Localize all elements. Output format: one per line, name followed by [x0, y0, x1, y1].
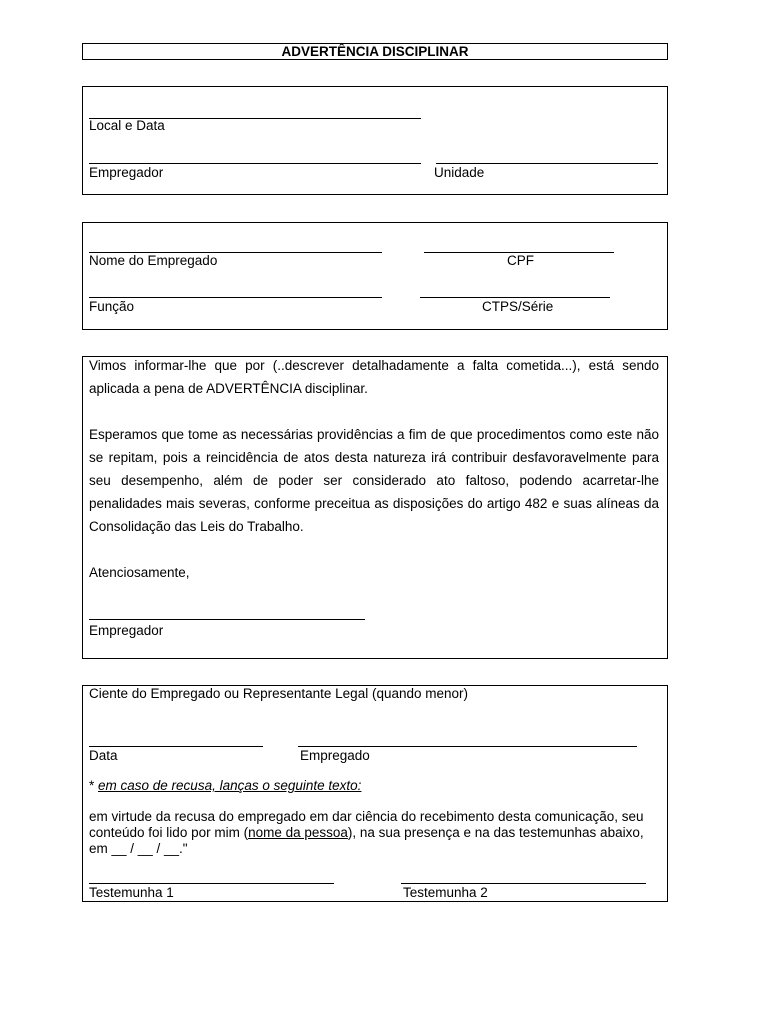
cpf-label: CPF	[507, 253, 534, 268]
body-section	[82, 356, 668, 659]
closing-text: Atenciosamente,	[89, 565, 190, 580]
witness1-line	[89, 883, 334, 884]
unidade-label: Unidade	[434, 165, 485, 180]
ctps-label: CTPS/Série	[482, 299, 554, 314]
empregador-line	[89, 163, 421, 164]
acknowledgement-section	[82, 685, 668, 902]
refusal-prefix: *	[89, 778, 99, 793]
empregador-label: Empregador	[89, 165, 164, 180]
refusal-text	[89, 809, 659, 857]
empregado-label: Empregado	[300, 748, 370, 763]
body-paragraph-2: Esperamos que tome as necessárias providências a fim de que procedimentos como este não se repitam, pois a reincidência de atos desta natureza irá contribuir desfavoravelmente para seu desempenho, além de poder ser considerado ato faltoso, podendo acarretar-lhe penalidades mais severas, conforme preceitua as disposições do artigo 482 e suas alíneas da Consolidação das Leis do Trabalho.	[89, 427, 659, 534]
witness1-label: Testemunha 1	[89, 885, 174, 900]
signature-label: Empregador	[89, 623, 164, 638]
refusal-text-person: nome da pessoa	[248, 825, 348, 840]
witness2-line	[401, 883, 646, 884]
empregado-line	[298, 746, 637, 747]
nome-label: Nome do Empregado	[89, 253, 218, 268]
employee-section	[82, 222, 668, 330]
refusal-note: em caso de recusa, lanças o seguinte texto:	[98, 778, 362, 793]
header-section	[82, 86, 668, 195]
data-label: Data	[89, 748, 118, 763]
refusal-text-part1: em virtude da recusa do empregado em dar ciência do recebimento desta comunicação, seu conteúdo foi lido por mim (	[89, 809, 644, 840]
ctps-line	[420, 297, 610, 298]
data-line	[89, 746, 263, 747]
refusal-text-part2: ), na sua presença e na das testemunhas abaixo, em __ / __ / __."	[89, 825, 644, 856]
acknowledgement-heading: Ciente do Empregado ou Representante Legal (quando menor)	[89, 686, 469, 701]
body-paragraph-1: Vimos informar-lhe que por (..descrever detalhadamente a falta cometida...), está sendo aplicada a pena de ADVERTÊNCIA disciplinar.	[89, 358, 659, 396]
refusal-note-line	[89, 778, 361, 794]
witness2-label: Testemunha 2	[403, 885, 488, 900]
funcao-line	[89, 297, 382, 298]
document-title: ADVERTÊNCIA DISCIPLINAR	[281, 44, 469, 59]
funcao-label: Função	[89, 299, 135, 314]
unidade-line	[436, 163, 658, 164]
local-data-label: Local e Data	[89, 118, 165, 133]
title-box	[82, 43, 668, 60]
signature-line	[89, 619, 365, 620]
